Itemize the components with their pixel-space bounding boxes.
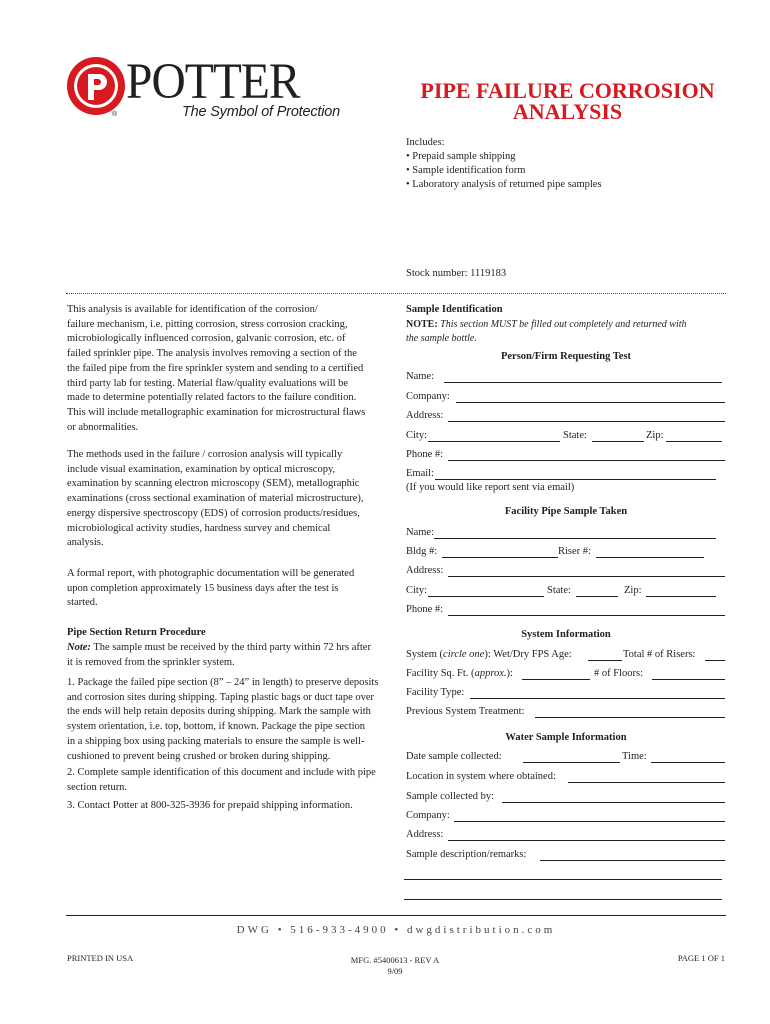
text-line: upon completion approximately 15 business days after the test is xyxy=(67,582,339,594)
methods-paragraph xyxy=(67,448,389,551)
collected-by-field[interactable] xyxy=(406,791,726,805)
return-procedure-heading: Pipe Section Return Procedure xyxy=(67,627,206,638)
text-line: examination by scanning electron microscopy (SEM), metallographic xyxy=(67,478,360,490)
company-line[interactable] xyxy=(454,821,725,822)
name-line[interactable] xyxy=(434,538,716,539)
text-line: and corrosion sites during shipping. Taping plastic bags or duct tape over xyxy=(67,691,375,703)
return-step-2 xyxy=(67,766,389,795)
total-risers-line[interactable] xyxy=(705,660,725,661)
text-line: system orientation, i.e. top, bottom, if known. Package the pipe section xyxy=(67,721,366,733)
phone-line[interactable] xyxy=(448,615,725,616)
fps-age-line[interactable] xyxy=(588,660,622,661)
state-line[interactable] xyxy=(576,596,618,597)
includes-item: • Sample identification form xyxy=(406,165,526,176)
includes-item: • Laboratory analysis of returned pipe samples xyxy=(406,179,602,190)
text-line: third party lab for testing. Material flaw/quality evaluations will be xyxy=(67,377,349,389)
phone-label: Phone #: xyxy=(406,604,444,615)
text-line: include visual examination, examination by optical microscopy, xyxy=(67,463,336,475)
text-line: failure mechanism, i.e. pitting corrosion, stress corrosion cracking, xyxy=(67,318,348,330)
printed-in-usa: PRINTED IN USA xyxy=(67,953,134,963)
circle-one-hint: circle one xyxy=(443,649,485,660)
water-address-field[interactable] xyxy=(406,829,726,843)
potter-tagline: The Symbol of Protection xyxy=(182,104,340,120)
sqft-label xyxy=(406,668,513,679)
text-line: This section MUST be filled out completely and returned with xyxy=(437,319,687,330)
name-label: Name: xyxy=(406,371,434,382)
company-label: Company: xyxy=(406,391,450,402)
floors-label: # of Floors: xyxy=(594,668,644,679)
address-label: Address: xyxy=(406,410,444,421)
date-line[interactable] xyxy=(523,762,620,763)
text-line: microbiological activity studies, hardness survey and chemical xyxy=(67,522,331,534)
return-note xyxy=(67,641,389,670)
zip-label: Zip: xyxy=(624,585,642,596)
date-label: Date sample collected: xyxy=(406,751,502,762)
sample-id-note xyxy=(406,318,731,346)
water-sample-heading: Water Sample Information xyxy=(505,732,627,743)
facility-sqft-field[interactable] xyxy=(406,668,726,682)
phone-label: Phone #: xyxy=(406,449,444,460)
name-line[interactable] xyxy=(444,382,722,383)
email-hint: (If you would like report sent via email) xyxy=(406,482,575,493)
company-label: Company: xyxy=(406,810,450,821)
remarks-line[interactable] xyxy=(540,860,725,861)
sqft-suffix: ): xyxy=(506,668,513,679)
zip-line[interactable] xyxy=(646,596,716,597)
report-paragraph xyxy=(67,567,389,611)
text-line: A formal report, with photographic documentation will be generated xyxy=(67,568,355,579)
facility-type-field[interactable] xyxy=(406,687,726,701)
city-line[interactable] xyxy=(428,441,560,442)
return-step-1 xyxy=(67,676,389,764)
riser-label: Riser #: xyxy=(558,546,591,557)
sample-identification-heading: Sample Identification xyxy=(406,304,503,315)
text-line: failed sprinkler pipe. The analysis involves removing a section of the xyxy=(67,348,357,360)
return-step-3: 3. Contact Potter at 800-325-3936 for prepaid shipping information. xyxy=(67,800,353,811)
mfg-info xyxy=(300,955,490,977)
requester-name-field[interactable] xyxy=(406,371,726,385)
prev-treatment-line[interactable] xyxy=(535,717,725,718)
bldg-line[interactable] xyxy=(442,557,558,558)
system-label xyxy=(406,649,572,660)
water-company-field[interactable] xyxy=(406,810,726,824)
text-line: The sample must be received by the third party within 72 hrs after xyxy=(90,642,371,653)
text-line: This will include metallographic examination for microstructural flaws xyxy=(67,406,366,418)
text-line: made to determine potentially related factors to the failure condition. xyxy=(67,392,357,404)
text-line: section return. xyxy=(67,781,128,793)
bldg-label: Bldg #: xyxy=(406,546,438,557)
requester-phone-field[interactable] xyxy=(406,449,726,463)
address-label: Address: xyxy=(406,565,444,576)
text-line: the ends will help retain deposits during shipping. Mark the sample with xyxy=(67,706,371,718)
riser-line[interactable] xyxy=(596,557,704,558)
name-label: Name: xyxy=(406,527,434,538)
facility-type-line[interactable] xyxy=(470,698,725,699)
mfg-number: MFG. #5400613 - REV A xyxy=(350,955,440,965)
requester-address-field[interactable] xyxy=(406,410,726,424)
prev-treatment-label: Previous System Treatment: xyxy=(406,706,525,717)
approx-hint: approx. xyxy=(474,668,507,679)
address-line[interactable] xyxy=(448,576,725,577)
remarks-field[interactable] xyxy=(406,849,726,863)
text-line: started. xyxy=(67,597,98,609)
city-line[interactable] xyxy=(428,596,544,597)
footer-rule xyxy=(66,915,726,916)
time-label: Time: xyxy=(622,751,647,762)
state-label: State: xyxy=(547,585,571,596)
collected-by-line[interactable] xyxy=(502,802,725,803)
location-field[interactable] xyxy=(406,771,726,785)
note-label: NOTE: xyxy=(406,319,438,330)
section-divider xyxy=(66,293,726,294)
floors-line[interactable] xyxy=(652,679,725,680)
location-label: Location in system where obtained: xyxy=(406,771,556,782)
zip-label: Zip: xyxy=(646,430,664,441)
sqft-prefix: Facility Sq. Ft. ( xyxy=(406,668,475,679)
requester-email-field[interactable] xyxy=(406,468,726,482)
document-title xyxy=(405,80,730,122)
potter-logo-mark xyxy=(66,56,126,116)
system-suffix: ): Wet/Dry FPS Age: xyxy=(484,649,572,660)
total-risers-label: Total # of Risers: xyxy=(623,649,696,660)
note-label: Note: xyxy=(67,642,91,653)
footer-contact: DWG • 516-933-4900 • dwgdistribution.com xyxy=(236,924,556,936)
requester-city-state-zip[interactable] xyxy=(406,430,726,444)
facility-sample-heading: Facility Pipe Sample Taken xyxy=(504,506,628,517)
registered-mark: ® xyxy=(112,111,118,118)
text-line: examinations (cross sectional examination of material microstructure), xyxy=(67,493,364,505)
requester-company-field[interactable] xyxy=(406,391,726,405)
system-type-field[interactable] xyxy=(406,649,726,663)
system-information-heading: System Information xyxy=(521,629,611,640)
potter-wordmark: POTTER xyxy=(126,54,300,110)
address-label: Address: xyxy=(406,829,444,840)
text-line: it is removed from the sprinkler system. xyxy=(67,656,235,668)
text-line: 2. Complete sample identification of this document and include with pipe xyxy=(67,767,376,778)
facility-city-state-zip[interactable] xyxy=(406,585,726,599)
text-line: analysis. xyxy=(67,537,104,549)
company-line[interactable] xyxy=(456,402,725,403)
text-line: the sample bottle. xyxy=(406,333,477,344)
city-label: City: xyxy=(406,585,428,596)
remarks-label: Sample description/remarks: xyxy=(406,849,527,860)
page-number: PAGE 1 OF 1 xyxy=(677,953,725,963)
facility-name-field[interactable] xyxy=(406,527,726,541)
time-line[interactable] xyxy=(651,762,725,763)
date-collected-field[interactable] xyxy=(406,751,726,765)
text-line: microbiologically influenced corrosion, galvanic corrosion, etc. of xyxy=(67,333,346,345)
text-line: energy dispersive spectroscopy (EDS) of corrosion products/residues, xyxy=(67,507,360,519)
address-line[interactable] xyxy=(448,421,725,422)
facility-address-field[interactable] xyxy=(406,565,726,579)
title-line-1: PIPE FAILURE CORROSION xyxy=(420,78,715,103)
text-line: in a shipping box using packing materials to ensure the sample is well- xyxy=(67,735,365,747)
sqft-line[interactable] xyxy=(522,679,590,680)
remarks-line-2[interactable] xyxy=(404,879,722,880)
title-line-2: ANALYSIS xyxy=(512,99,623,124)
text-line: This analysis is available for identification of the corrosion/ xyxy=(67,304,318,315)
location-line[interactable] xyxy=(568,782,725,783)
person-firm-heading: Person/Firm Requesting Test xyxy=(500,351,632,362)
mfg-date: 9/09 xyxy=(387,966,403,976)
phone-line[interactable] xyxy=(448,460,725,461)
text-line: the failed pipe from the fire sprinkler system and sending to a certified xyxy=(67,362,364,374)
email-line[interactable] xyxy=(435,479,716,480)
text-line: The methods used in the failure / corrosion analysis will typically xyxy=(67,449,343,460)
text-line: 1. Package the failed pipe section (8” – 24” in length) to preserve deposits xyxy=(67,677,379,688)
previous-treatment-field[interactable] xyxy=(406,706,726,720)
state-label: State: xyxy=(563,430,587,441)
collected-by-label: Sample collected by: xyxy=(406,791,495,802)
facility-phone-field[interactable] xyxy=(406,604,726,618)
email-label: Email: xyxy=(406,468,434,479)
state-line[interactable] xyxy=(592,441,644,442)
includes-heading: Includes: xyxy=(406,137,445,148)
zip-line[interactable] xyxy=(666,441,722,442)
address-line[interactable] xyxy=(448,840,725,841)
text-line: or abnormalities. xyxy=(67,421,139,433)
includes-item: • Prepaid sample shipping xyxy=(406,151,516,162)
bldg-riser-field[interactable] xyxy=(406,546,726,560)
intro-paragraph xyxy=(67,303,389,435)
facility-type-label: Facility Type: xyxy=(406,687,465,698)
city-label: City: xyxy=(406,430,428,441)
system-prefix: System ( xyxy=(406,649,444,660)
remarks-line-3[interactable] xyxy=(404,899,722,900)
text-line: cushioned to prevent being crushed or broken during shipping. xyxy=(67,750,331,762)
stock-number: Stock number: 1119183 xyxy=(406,268,507,279)
